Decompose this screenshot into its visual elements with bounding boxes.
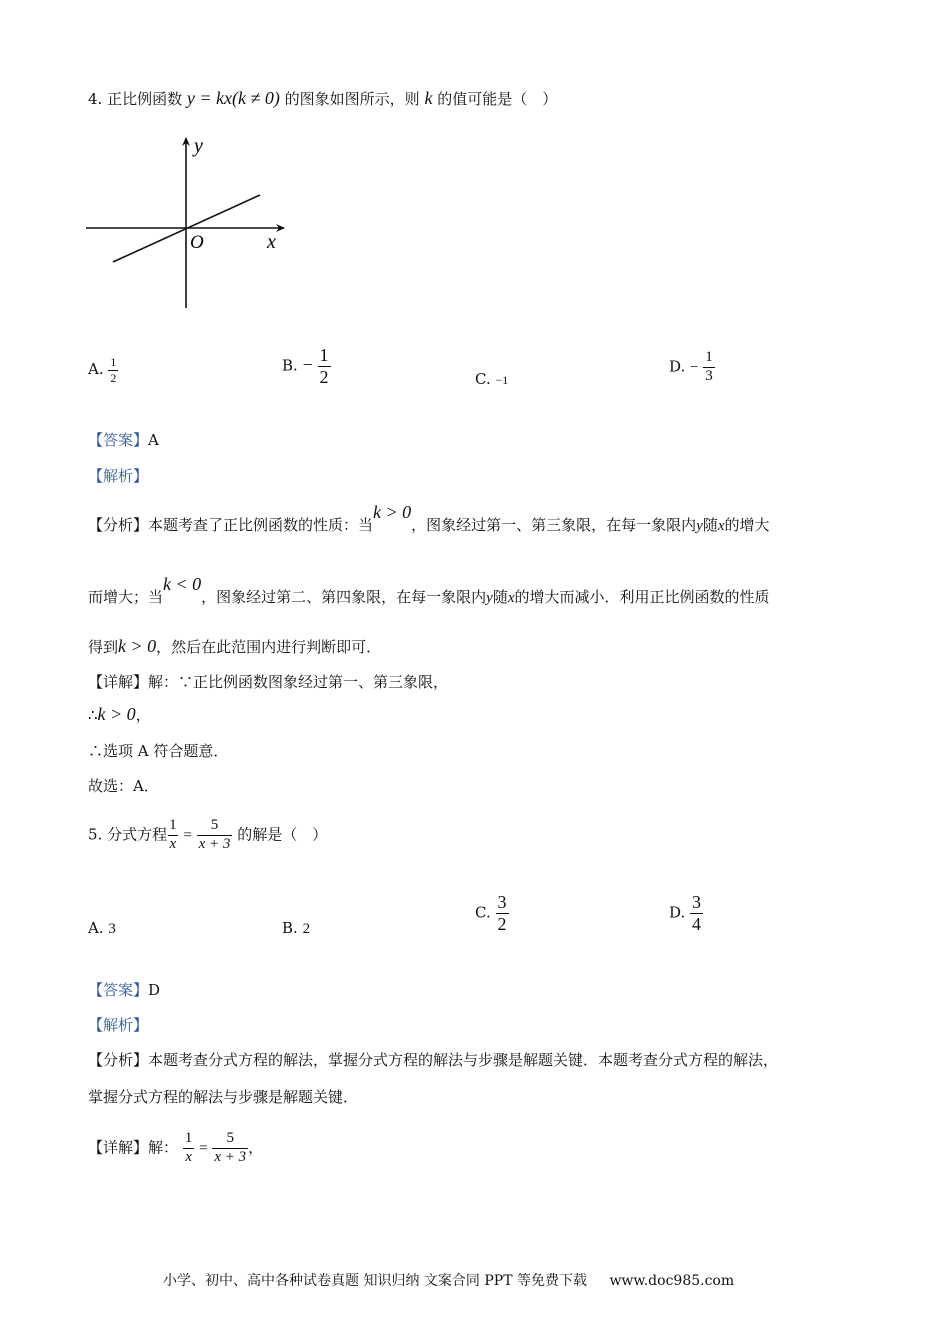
q5-option-b	[282, 919, 310, 938]
fenxi-text: 的增大	[724, 516, 770, 534]
equation-rhs	[212, 1131, 248, 1166]
equation-lhs	[183, 1131, 195, 1166]
q4-xiangjie-line1	[88, 671, 448, 692]
y-axis-label: y	[194, 135, 203, 157]
q4-stem-before: 正比例函数	[107, 90, 183, 108]
xiangjie-tag: 【详解】	[88, 1138, 149, 1157]
q5-stem	[88, 818, 327, 853]
q4-graph	[84, 132, 294, 314]
q4-answer	[88, 429, 159, 450]
numerator: 3	[692, 892, 702, 912]
numerator: 5	[226, 1130, 234, 1146]
fraction	[318, 346, 331, 387]
denominator: 2	[110, 370, 117, 385]
fenxi-text: ，然后在此范围内进行判断即可．	[156, 638, 382, 656]
q4-option-d	[669, 350, 715, 385]
answer-tag: 【答案】	[88, 431, 149, 449]
xiangjie-text: 解：∵正比例函数图象经过第一、第三象限，	[148, 673, 449, 691]
denominator: x + 3	[214, 1148, 247, 1165]
minus-sign: −	[302, 354, 313, 375]
var-y: y	[486, 590, 493, 606]
answer-tag: 【答案】	[88, 981, 149, 999]
q5-answer	[88, 979, 160, 1000]
condition-k-positive: k > 0	[97, 704, 136, 724]
var-x: x	[717, 518, 725, 534]
q4-fenxi-line3	[88, 636, 381, 657]
x-axis-label: x	[267, 231, 276, 253]
footer-url[interactable]: www.doc985.com	[609, 1273, 735, 1289]
fenxi-text: 随	[492, 588, 508, 606]
option-letter: D.	[669, 903, 686, 922]
option-letter: B.	[282, 356, 298, 375]
answer-value: A	[148, 431, 159, 449]
q4-fenxi-line2	[88, 574, 770, 607]
minus-sign: −	[690, 359, 699, 376]
q4-number: 4.	[88, 90, 103, 108]
option-letter: C.	[475, 903, 491, 922]
equals-sign: =	[183, 827, 192, 844]
q4-formula: y = kx(k ≠ 0)	[186, 88, 280, 108]
xiangjie-text: 解：	[148, 1138, 179, 1157]
equation-lhs	[167, 818, 179, 853]
numerator: 1	[169, 817, 177, 833]
fenxi-text: 而增大；当	[88, 588, 164, 606]
q4-stem-after-b: 的值可能是（ ）	[437, 90, 558, 108]
fenxi-tag: 【分析】	[88, 1051, 149, 1069]
xiangjie-tag: 【详解】	[88, 673, 149, 691]
condition-k-positive: k > 0	[373, 502, 412, 522]
denominator: 3	[705, 367, 713, 384]
q5-xiangjie-line1	[88, 1131, 263, 1166]
numerator: 1	[705, 349, 713, 365]
fraction	[703, 350, 715, 385]
numerator: 1	[184, 1130, 193, 1146]
fenxi-text: 随	[702, 516, 718, 534]
denominator: 2	[319, 366, 329, 387]
fenxi-text: 本题考查了正比例函数的性质：当	[148, 516, 374, 534]
q4-xiangjie-line4: 故选：A．	[88, 777, 159, 795]
equals-sign: =	[199, 1140, 208, 1157]
option-letter: D.	[669, 357, 686, 376]
q5-analysis-tag: 【解析】	[88, 1016, 149, 1034]
q5-stem-after: 的解是（ ）	[237, 825, 328, 844]
q4-option-b	[282, 346, 331, 387]
var-y: y	[696, 518, 703, 534]
q4-option-a	[88, 356, 118, 384]
option-letter: A.	[88, 360, 104, 379]
xiangjie-text: ，	[135, 706, 151, 724]
fraction	[690, 893, 703, 934]
q4-stem-after-a: 的图象如图所示，则	[284, 90, 420, 108]
var-x: x	[507, 590, 515, 606]
numerator: 5	[210, 817, 219, 833]
option-value: −1	[495, 373, 509, 387]
option-value: 2	[302, 921, 311, 937]
q4-xiangjie-line3: ∴选项 A 符合题意．	[88, 742, 229, 760]
denominator: x + 3	[198, 835, 231, 852]
q5-option-d	[669, 893, 703, 934]
q5-fenxi-line1	[88, 1049, 778, 1070]
q4-fenxi-line1	[88, 502, 770, 535]
fenxi-tag: 【分析】	[88, 516, 149, 534]
fenxi-text: 得到	[88, 638, 119, 656]
condition-k-negative: k < 0	[163, 574, 202, 594]
option-letter: B.	[282, 919, 298, 937]
q4-analysis-tag: 【解析】	[88, 467, 149, 485]
q4-option-c	[475, 370, 508, 388]
q5-option-a	[88, 919, 116, 938]
denominator: x	[169, 835, 177, 852]
fenxi-text: 的增大而减小．利用正比例函数的性质	[514, 588, 770, 606]
denominator: 2	[497, 913, 507, 934]
denominator: 4	[692, 913, 702, 934]
origin-label: O	[190, 232, 204, 253]
xiangjie-text: ，	[248, 1138, 264, 1157]
numerator: 1	[110, 355, 117, 369]
option-letter: A.	[88, 919, 104, 937]
denominator: x	[185, 1148, 192, 1165]
footer-text: 小学、初中、高中各种试卷真题 知识归纳 文案合同 PPT 等免费下载	[163, 1273, 587, 1289]
fenxi-text: ，图象经过第一、第三象限，在每一象限内	[411, 516, 697, 534]
fenxi-text: ，图象经过第二、第四象限，在每一象限内	[201, 588, 487, 606]
q4-stem	[88, 88, 557, 109]
q5-fenxi-line2: 掌握分式方程的解法与步骤是解题关键．	[88, 1088, 359, 1106]
q4-k-var: k	[424, 88, 433, 108]
q4-xiangjie-line2	[88, 704, 151, 725]
q5-stem-before: 分式方程	[107, 825, 168, 844]
therefore-symbol: ∴	[88, 706, 98, 724]
numerator: 3	[497, 892, 507, 912]
fenxi-text: 本题考查分式方程的解法，掌握分式方程的解法与步骤是解题关键．本题考查分式方程的解法，	[148, 1051, 779, 1069]
condition-k-positive: k > 0	[118, 636, 157, 656]
numerator: 1	[319, 345, 329, 365]
option-letter: C.	[475, 370, 491, 388]
fraction	[108, 356, 118, 384]
answer-value: D	[148, 981, 161, 999]
q5-number: 5.	[88, 825, 103, 844]
q5-option-c	[475, 893, 509, 934]
equation-rhs	[197, 818, 233, 853]
option-value: 3	[108, 921, 116, 937]
fraction	[496, 893, 509, 934]
footer	[163, 1270, 734, 1290]
